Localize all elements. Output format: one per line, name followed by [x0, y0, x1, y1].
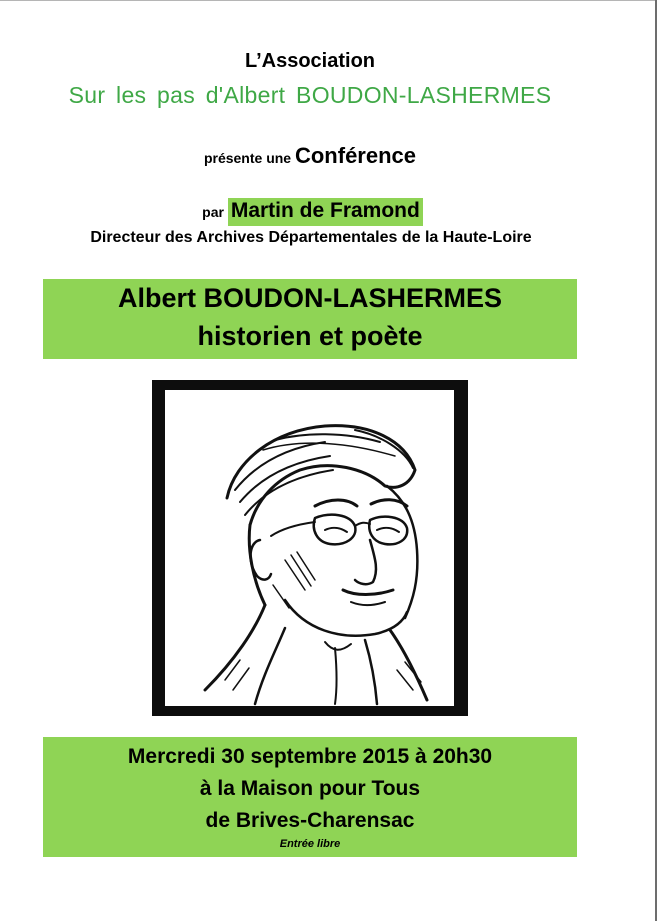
- presents-line: [0, 143, 620, 169]
- entry-note: Entrée libre: [279, 838, 341, 850]
- title-line-2: historien et poète: [197, 321, 423, 351]
- presents-event: Conférence: [294, 143, 417, 168]
- speaker-prefix: par: [202, 204, 224, 220]
- speaker-name: Martin de Framond: [228, 198, 423, 226]
- speaker-line: [0, 198, 625, 226]
- association-label: L’Association: [244, 50, 376, 72]
- event-town: de Brives-Charensac: [205, 809, 415, 832]
- page-top-edge: [0, 0, 657, 1]
- presents-prefix: présente une: [203, 150, 292, 166]
- event-date: Mercredi 30 septembre 2015 à 20h30: [127, 745, 493, 768]
- event-info-band: [43, 737, 577, 857]
- speaker-role: Directeur des Archives Départementales de la Haute-Loire: [90, 229, 532, 246]
- portrait-frame: [152, 380, 468, 716]
- event-venue: à la Maison pour Tous: [199, 777, 421, 800]
- portrait-sketch: [165, 390, 454, 706]
- title-line-1: Albert BOUDON-LASHERMES: [117, 283, 502, 313]
- title-band: [43, 279, 577, 359]
- association-name: Sur les pas d'Albert BOUDON-LASHERMES: [68, 82, 552, 108]
- portrait-drawing: [165, 390, 454, 706]
